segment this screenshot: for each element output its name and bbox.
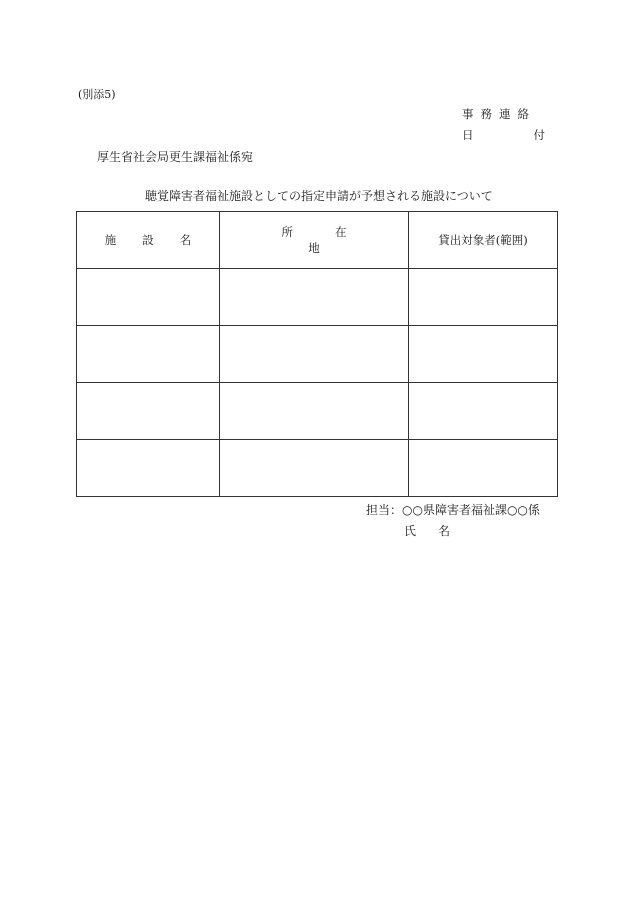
table-row <box>77 440 558 497</box>
document-title: 聴覚障害者福祉施設としての指定申請が予想される施設について <box>145 189 493 203</box>
table-cell <box>77 326 220 383</box>
table-header-row <box>77 212 558 269</box>
table-cell <box>220 326 409 383</box>
header-facility-name: 施設名 <box>77 212 220 269</box>
table-cell <box>220 383 409 440</box>
table-cell <box>77 383 220 440</box>
date-label <box>462 130 545 142</box>
table-cell <box>409 383 558 440</box>
table-cell <box>409 440 558 497</box>
name-label <box>404 525 450 537</box>
table-cell <box>409 269 558 326</box>
header-loan-target: 貸出対象者(範囲) <box>409 212 558 269</box>
name-label-right: 名 <box>438 524 451 538</box>
table-cell <box>409 326 558 383</box>
recipient: 厚生省社会局更生課福祉係宛 <box>97 150 254 164</box>
date-label-right: 付 <box>533 128 545 142</box>
header-location: 所在地 <box>220 212 409 269</box>
table-row <box>77 269 558 326</box>
name-label-left: 氏 <box>404 524 417 538</box>
table-cell <box>220 269 409 326</box>
table-cell <box>77 269 220 326</box>
document-type: 事務連絡 <box>462 107 536 121</box>
table-row <box>77 383 558 440</box>
facility-table <box>76 211 558 497</box>
table-cell <box>77 440 220 497</box>
date-label-left: 日 <box>462 128 474 142</box>
table-row <box>77 326 558 383</box>
table-cell <box>220 440 409 497</box>
attachment-label: (別添5) <box>78 88 116 101</box>
contact-person: 担当：○○県障害者福祉課○○係 <box>366 503 540 517</box>
